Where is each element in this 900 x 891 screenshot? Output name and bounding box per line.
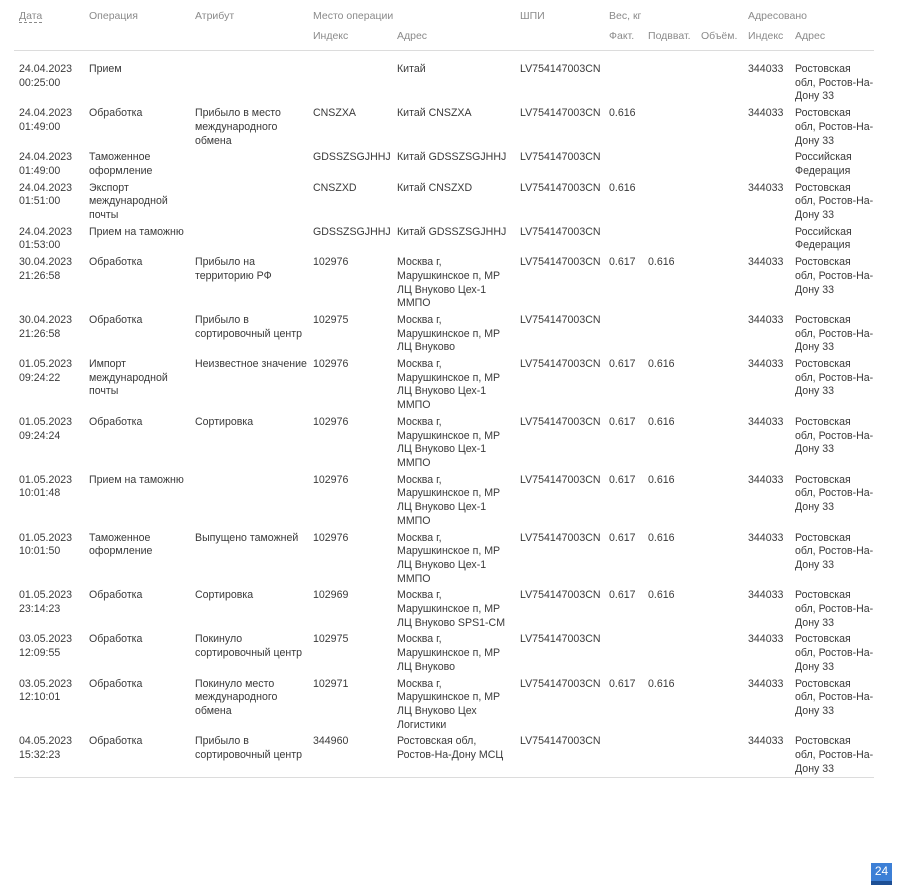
cell-attribute: Прибыло на территорию РФ — [195, 256, 272, 282]
cell-place-address: Москва г, Марушкинское п, МР ЛЦ Внуково Цех Логистики — [397, 677, 501, 731]
cell-weight-volume — [696, 733, 743, 778]
cell-date: 30.04.2023 21:26:58 — [19, 313, 73, 340]
table-row — [14, 530, 874, 588]
header-empty — [14, 30, 84, 51]
cell-place-index: 102976 — [313, 256, 349, 269]
cell-shpi: LV754147003CN — [520, 256, 601, 269]
cell-addressed-address: Ростовская обл, Ростов-На-Дону 33 — [795, 256, 874, 296]
cell-shpi: LV754147003CN — [520, 677, 601, 690]
cell-weight-volume — [696, 631, 743, 675]
cell-weight-declared — [643, 51, 696, 106]
cell-weight-volume — [696, 587, 743, 631]
table-row — [14, 180, 874, 224]
cell-weight-declared: 0.616 — [648, 473, 675, 486]
cell-weight-fact: 0.617 — [609, 415, 636, 428]
cell-attribute: Прибыло в сортировочный центр — [195, 313, 302, 340]
cell-place-address: Москва г, Марушкинское п, МР ЛЦ Внуково — [397, 313, 501, 354]
cell-weight-volume — [696, 105, 743, 149]
cell-operation: Обработка — [89, 677, 143, 690]
cell-date: 01.05.2023 10:01:48 — [19, 473, 73, 500]
cell-operation: Прием на таможню — [89, 225, 184, 238]
cell-weight-fact: 0.616 — [609, 107, 636, 120]
cell-operation: Прием на таможню — [89, 473, 184, 486]
cell-operation: Прием — [89, 63, 122, 75]
cell-place-address: Москва г, Марушкинское п, МР ЛЦ Внуково Цех-1 ММПО — [397, 358, 501, 412]
cell-weight-fact: 0.617 — [609, 256, 636, 269]
cell-weight-fact — [604, 149, 643, 179]
cell-shpi: LV754147003CN — [520, 181, 601, 194]
cell-date: 03.05.2023 12:10:01 — [19, 677, 73, 704]
cell-weight-volume — [696, 472, 743, 530]
cell-place-index: CNSZXA — [313, 107, 356, 120]
cell-addressed-address: Ростовская обл, Ростов-На-Дону 33 — [795, 181, 874, 222]
cell-shpi: LV754147003CN — [520, 107, 601, 120]
cell-operation: Экспорт международной почты — [89, 181, 168, 222]
cell-shpi: LV754147003CN — [520, 735, 601, 748]
cell-weight-declared — [643, 224, 696, 254]
cell-place-index: 102976 — [313, 415, 349, 428]
cell-attribute: Покинуло место международного обмена — [195, 677, 278, 717]
cell-weight-volume — [696, 530, 743, 588]
cell-addressed-address: Ростовская обл, Ростов-На-Дону 33 — [795, 63, 874, 103]
cell-weight-declared — [643, 312, 696, 356]
cell-operation: Таможенное оформление — [89, 151, 153, 177]
cell-weight-fact: 0.617 — [609, 589, 636, 602]
cell-operation: Обработка — [89, 415, 143, 428]
cell-shpi: LV754147003CN — [520, 225, 601, 238]
cell-place-address: Китай CNSZXD — [397, 181, 473, 194]
cell-weight-fact — [604, 312, 643, 356]
cell-weight-declared — [643, 631, 696, 675]
cell-addressed-index — [743, 224, 790, 254]
cell-weight-declared: 0.616 — [648, 677, 675, 690]
cell-date: 30.04.2023 21:26:58 — [19, 256, 73, 282]
cell-attribute — [190, 149, 308, 179]
header-place-group: Место операции — [313, 10, 394, 22]
header-attribute: Атрибут — [195, 10, 235, 22]
table-row — [14, 254, 874, 312]
cell-operation: Обработка — [89, 633, 143, 646]
cell-addressed-address: Ростовская обл, Ростов-На-Дону 33 — [795, 589, 874, 629]
table-row — [14, 356, 874, 414]
header-empty — [190, 30, 308, 51]
cell-date: 24.04.2023 01:49:00 — [19, 151, 73, 177]
cell-shpi: LV754147003CN — [520, 358, 601, 371]
cell-date: 24.04.2023 01:53:00 — [19, 225, 73, 252]
cell-date: 03.05.2023 12:09:55 — [19, 633, 73, 660]
table-body — [14, 51, 874, 778]
cell-place-index: 102976 — [313, 531, 349, 544]
cell-addressed-address: Ростовская обл, Ростов-На-Дону 33 — [795, 633, 874, 673]
cell-addressed-index: 344033 — [748, 313, 784, 326]
cell-operation: Таможенное оформление — [89, 531, 153, 558]
header-date[interactable]: Дата — [19, 10, 43, 22]
cell-operation: Обработка — [89, 735, 143, 748]
cell-place-index: 102976 — [313, 473, 349, 486]
cell-weight-volume — [696, 414, 743, 472]
cell-addressed-address: Российская Федерация — [795, 151, 852, 177]
cell-weight-volume — [696, 356, 743, 414]
cell-weight-fact: 0.616 — [609, 181, 636, 194]
header-place-index: Индекс — [308, 30, 392, 51]
cell-addressed-index: 344033 — [748, 531, 784, 544]
cell-weight-fact — [604, 631, 643, 675]
cell-shpi: LV754147003CN — [520, 415, 601, 428]
cell-date: 01.05.2023 09:24:22 — [19, 358, 73, 384]
cell-weight-declared: 0.616 — [648, 256, 675, 269]
cell-place-index: GDSSZSGJHHJ — [313, 151, 391, 164]
cell-addressed-index: 344033 — [748, 473, 784, 486]
table-row — [14, 733, 874, 778]
cell-addressed-index: 344033 — [748, 677, 784, 690]
cell-attribute: Неизвестное значение — [195, 358, 307, 371]
cell-attribute — [190, 472, 308, 530]
cell-addressed-address: Ростовская обл, Ростов-На-Дону 33 — [795, 107, 874, 147]
cell-addressed-index: 344033 — [748, 107, 784, 120]
cell-weight-fact — [604, 224, 643, 254]
cell-place-address: Китай GDSSZSGJHHJ — [397, 151, 507, 164]
cell-attribute: Сортировка — [195, 415, 254, 428]
cell-addressed-index: 344033 — [748, 415, 784, 428]
cell-attribute — [190, 51, 308, 106]
cell-addressed-address: Ростовская обл, Ростов-На-Дону 33 — [795, 677, 874, 717]
table-row — [14, 312, 874, 356]
cell-attribute: Прибыло в место международного обмена — [195, 107, 281, 147]
cell-weight-declared — [643, 733, 696, 778]
header-addressed-address: Адрес — [790, 30, 874, 51]
cell-addressed-index: 344033 — [748, 735, 784, 748]
cell-addressed-address: Ростовская обл, Ростов-На-Дону 33 — [795, 415, 874, 456]
table-row — [14, 414, 874, 472]
cell-place-index — [308, 51, 392, 106]
cell-place-address: Москва г, Марушкинское п, МР ЛЦ Внуково Цех-1 ММПО — [397, 256, 501, 310]
cell-attribute — [190, 224, 308, 254]
cell-weight-volume — [696, 676, 743, 734]
cell-place-index: 344960 — [313, 735, 349, 748]
table-row — [14, 676, 874, 734]
cell-place-address: Москва г, Марушкинское п, МР ЛЦ Внуково Цех-1 ММПО — [397, 473, 501, 527]
cell-weight-volume — [696, 312, 743, 356]
cell-place-address: Москва г, Марушкинское п, МР ЛЦ Внуково — [397, 633, 501, 673]
cell-date: 04.05.2023 15:32:23 — [19, 735, 73, 762]
tracking-history-table — [14, 6, 874, 782]
cell-weight-declared: 0.616 — [648, 415, 675, 428]
cell-place-address: Китай GDSSZSGJHHJ — [397, 225, 507, 238]
cell-attribute: Прибыло в сортировочный центр — [195, 735, 302, 762]
cell-attribute — [190, 180, 308, 224]
cell-addressed-address: Ростовская обл, Ростов-На-Дону 33 — [795, 313, 874, 354]
cell-weight-declared — [643, 105, 696, 149]
cell-weight-declared — [643, 149, 696, 179]
cell-place-address: Москва г, Марушкинское п, МР ЛЦ Внуково SPS1-CM — [397, 589, 506, 629]
cell-operation: Обработка — [89, 107, 143, 120]
cell-operation: Импорт международной почты — [89, 358, 168, 398]
cell-addressed-address: Ростовская обл, Ростов-На-Дону 33 — [795, 531, 874, 571]
cell-weight-fact — [604, 51, 643, 106]
cell-addressed-address: Российская Федерация — [795, 225, 852, 252]
cell-shpi: LV754147003CN — [520, 473, 601, 486]
cell-place-address: Москва г, Марушкинское п, МР ЛЦ Внуково Цех-1 ММПО — [397, 531, 501, 585]
table-bottom-border — [14, 778, 874, 783]
table-header — [14, 6, 874, 51]
header-place-address: Адрес — [392, 30, 515, 51]
table-row — [14, 51, 874, 106]
cell-place-index: 102976 — [313, 358, 349, 371]
cell-shpi: LV754147003CN — [520, 63, 601, 75]
cell-place-address: Китай CNSZXA — [397, 107, 472, 120]
header-empty — [515, 30, 604, 51]
cell-shpi: LV754147003CN — [520, 531, 601, 544]
cell-place-address: Москва г, Марушкинское п, МР ЛЦ Внуково Цех-1 ММПО — [397, 415, 501, 469]
cell-addressed-index: 344033 — [748, 256, 784, 269]
cell-shpi: LV754147003CN — [520, 313, 601, 326]
cell-attribute: Покинуло сортировочный центр — [195, 633, 302, 660]
cell-shpi: LV754147003CN — [520, 589, 601, 602]
header-addressed-index: Индекс — [743, 30, 790, 51]
cell-place-index: GDSSZSGJHHJ — [313, 225, 391, 238]
cell-date: 01.05.2023 09:24:24 — [19, 415, 73, 442]
cell-date: 24.04.2023 00:25:00 — [19, 63, 73, 89]
cell-addressed-index: 344033 — [748, 181, 784, 194]
cell-place-address: Ростовская обл, Ростов-На-Дону МСЦ — [397, 735, 504, 762]
cell-addressed-address: Ростовская обл, Ростов-На-Дону 33 — [795, 358, 874, 398]
header-weight-fact: Факт. — [604, 30, 643, 51]
cell-weight-volume — [696, 149, 743, 179]
header-weight-group: Вес, кг — [609, 10, 642, 22]
table-row — [14, 631, 874, 675]
cell-weight-declared: 0.616 — [648, 589, 675, 602]
header-operation: Операция — [89, 10, 138, 22]
cell-weight-declared — [643, 180, 696, 224]
cell-date: 24.04.2023 01:51:00 — [19, 181, 73, 208]
table-row — [14, 587, 874, 631]
cell-attribute: Сортировка — [195, 589, 254, 602]
cell-place-index: 102975 — [313, 633, 349, 646]
table-row — [14, 105, 874, 149]
cell-weight-fact: 0.617 — [609, 677, 636, 690]
cell-weight-volume — [696, 254, 743, 312]
cell-weight-declared: 0.616 — [648, 531, 675, 544]
header-shpi: ШПИ — [520, 10, 545, 22]
cell-date: 01.05.2023 10:01:50 — [19, 531, 73, 558]
table-row — [14, 149, 874, 179]
header-weight-declared: Подвват. — [643, 30, 696, 51]
cell-shpi: LV754147003CN — [520, 633, 601, 646]
cell-operation: Обработка — [89, 313, 143, 326]
cell-addressed-index: 344033 — [748, 63, 784, 75]
cell-weight-fact — [604, 733, 643, 778]
cell-shpi: LV754147003CN — [520, 151, 601, 164]
cell-weight-volume — [696, 51, 743, 106]
header-empty — [84, 30, 190, 51]
table-row — [14, 224, 874, 254]
cell-place-index: 102975 — [313, 313, 349, 326]
cell-place-index: CNSZXD — [313, 181, 357, 194]
cell-addressed-address: Ростовская обл, Ростов-На-Дону 33 — [795, 735, 874, 775]
cell-weight-declared: 0.616 — [648, 358, 675, 371]
cell-weight-volume — [696, 180, 743, 224]
cell-date: 24.04.2023 01:49:00 — [19, 107, 73, 133]
cell-weight-fact: 0.617 — [609, 358, 636, 371]
cell-addressed-index: 344033 — [748, 633, 784, 646]
cell-operation: Обработка — [89, 589, 143, 602]
cell-addressed-index: 344033 — [748, 589, 784, 602]
cell-weight-fact: 0.617 — [609, 531, 636, 544]
cell-weight-fact: 0.617 — [609, 473, 636, 486]
cell-place-index: 102969 — [313, 589, 349, 602]
header-addressed-group: Адресовано — [748, 10, 807, 22]
cell-place-address: Китай — [397, 63, 426, 75]
table-row — [14, 472, 874, 530]
cell-place-index: 102971 — [313, 677, 349, 690]
cell-attribute: Выпущено таможней — [195, 531, 299, 544]
corner-badge-icon[interactable]: 24 — [871, 863, 892, 885]
cell-addressed-index — [743, 149, 790, 179]
cell-addressed-address: Ростовская обл, Ростов-На-Дону 33 — [795, 473, 874, 514]
cell-date: 01.05.2023 23:14:23 — [19, 589, 73, 616]
header-weight-volume: Объём. — [696, 30, 743, 51]
cell-addressed-index: 344033 — [748, 358, 784, 371]
cell-operation: Обработка — [89, 256, 143, 269]
cell-weight-volume — [696, 224, 743, 254]
